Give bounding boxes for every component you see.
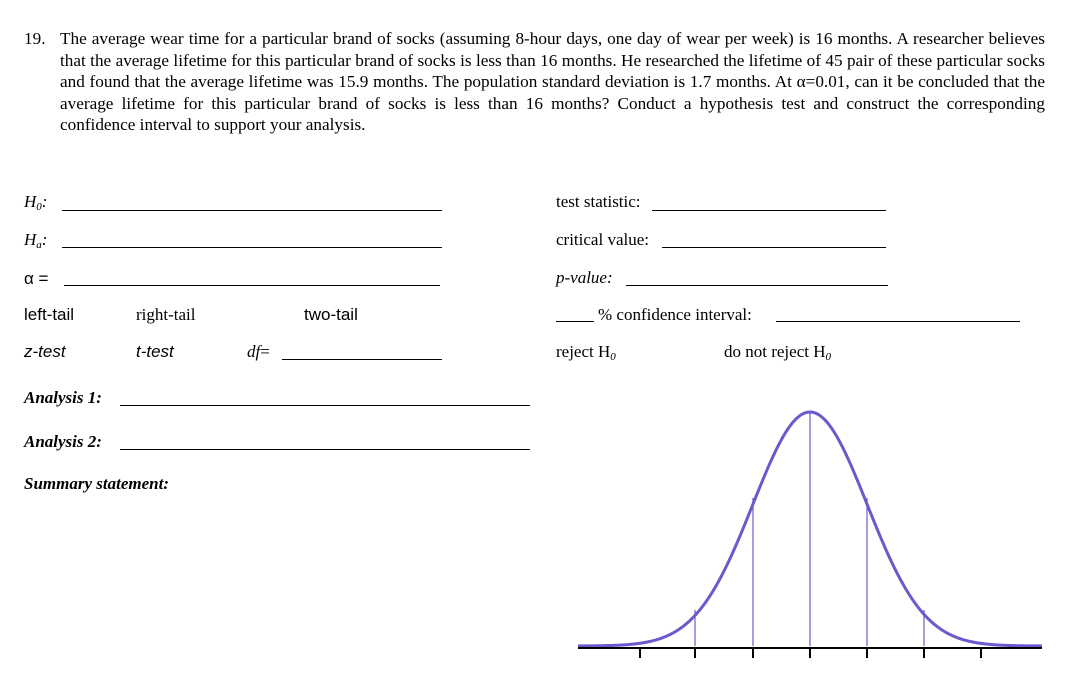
summary-label: Summary statement: <box>24 474 169 493</box>
df-answer-line[interactable] <box>282 359 442 360</box>
analysis2-answer-line[interactable] <box>120 449 530 450</box>
analysis1-answer-line[interactable] <box>120 405 530 406</box>
curve-axis-ticks <box>640 648 981 658</box>
t-test-option[interactable]: t-test <box>136 342 174 361</box>
test-statistic-label: test statistic: <box>556 192 641 211</box>
df-label: df= <box>247 342 270 361</box>
problem-text: The average wear time for a particular brand of socks (assuming 8-hour days, one day of wear per week) is 16 months. A researcher believes that the average lifetime for this particular brand of socks is less than 16 months. He researched the lifetime of 45 pair of these particular socks and found that the average lifetime was 15.9 months. The population standard deviation is 1.7 months. At α=0.01, can it be concluded that the average lifetime for this particular brand of socks is less than 16 months? Conduct a hypothesis test and construct the corresponding confidence interval to support your analysis. <box>60 29 1045 135</box>
right-tail-option[interactable]: right-tail <box>136 305 196 324</box>
left-tail-option[interactable]: left-tail <box>24 305 75 324</box>
critical-value-label: critical value: <box>556 230 649 249</box>
analysis2-label: Analysis 2: <box>24 432 102 451</box>
test-statistic-answer-line[interactable] <box>652 210 886 211</box>
curve-vertical-lines <box>695 412 924 646</box>
analysis1-label: Analysis 1: <box>24 388 102 407</box>
confidence-interval-answer-line[interactable] <box>776 321 1020 322</box>
critical-value-answer-line[interactable] <box>662 247 886 248</box>
confidence-interval-label: % confidence interval: <box>598 305 752 324</box>
confidence-level-answer-line[interactable] <box>556 321 594 322</box>
reject-h0-option[interactable]: reject $H_0$ <box>556 342 616 363</box>
do-not-reject-h0-option[interactable]: do not reject $H_0$ <box>724 342 831 363</box>
alpha-answer-line[interactable] <box>64 285 440 286</box>
normal-distribution-curve <box>570 400 1050 670</box>
alpha-label: α = <box>24 269 49 288</box>
ha-label: $H_a$: <box>24 230 48 251</box>
z-test-option[interactable]: z-test <box>24 342 66 361</box>
ha-answer-line[interactable] <box>62 247 442 248</box>
h0-answer-line[interactable] <box>62 210 442 211</box>
two-tail-option[interactable]: two-tail <box>304 305 358 324</box>
h0-label: $H_0$: <box>24 192 48 213</box>
p-value-label: p-value: <box>556 268 613 287</box>
problem-number: 19. <box>24 29 46 48</box>
p-value-answer-line[interactable] <box>626 285 888 286</box>
